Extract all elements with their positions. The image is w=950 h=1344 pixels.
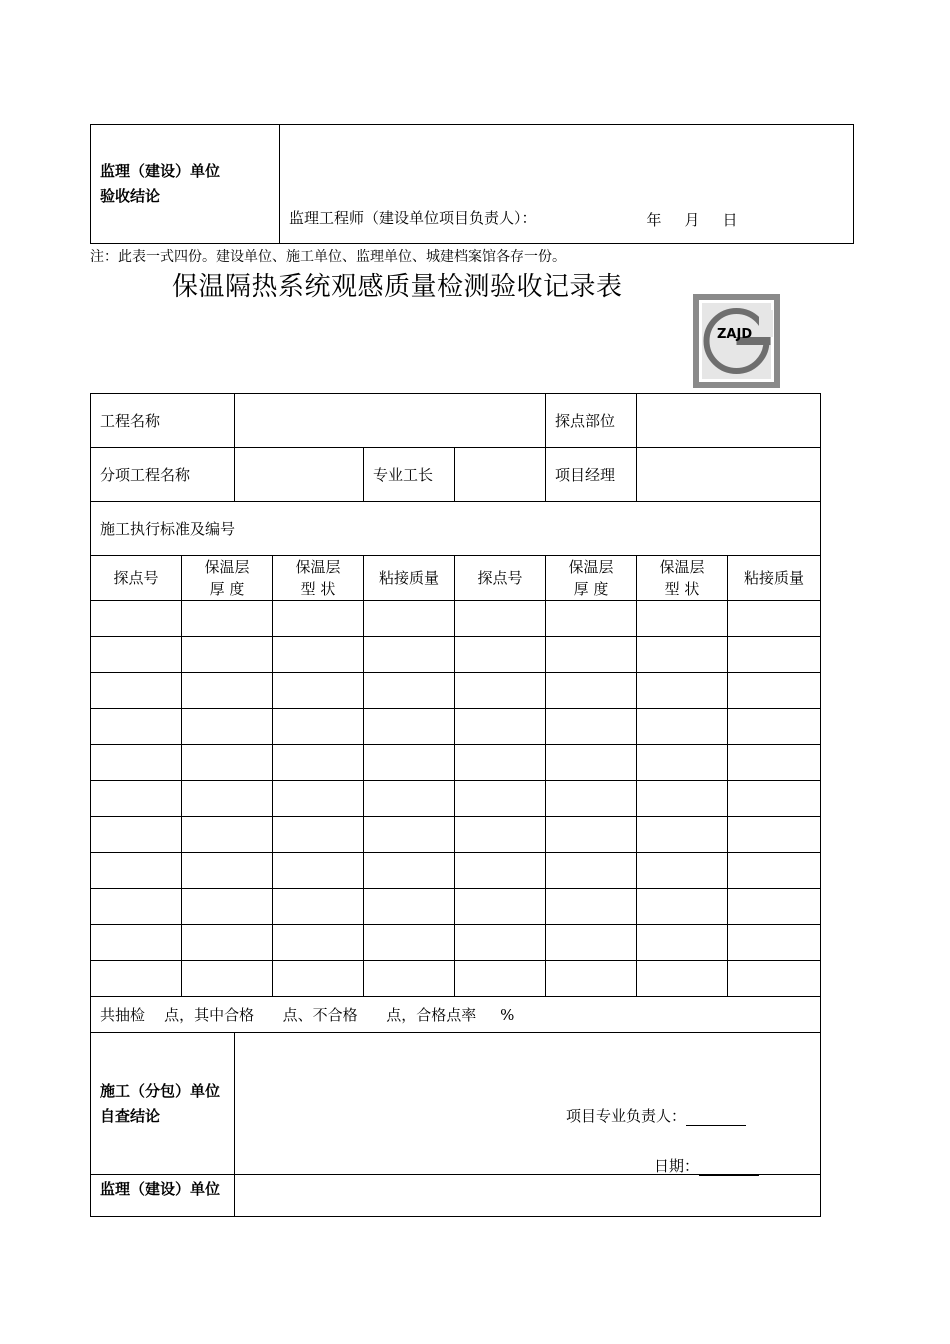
table-cell[interactable] bbox=[91, 889, 182, 925]
form-title: 保温隔热系统观感质量检测验收记录表 bbox=[172, 272, 623, 302]
table-cell[interactable] bbox=[637, 745, 728, 781]
col-header: 保温层 厚 度 bbox=[546, 556, 637, 601]
sub-project-label: 分项工程名称 bbox=[91, 448, 235, 502]
table-cell[interactable] bbox=[364, 853, 455, 889]
table-cell[interactable] bbox=[637, 961, 728, 997]
table-cell[interactable] bbox=[637, 601, 728, 637]
table-cell[interactable] bbox=[91, 925, 182, 961]
form-note: 注：此表一式四份。建设单位、施工单位、监理单位、城建档案馆各存一份。 bbox=[90, 249, 566, 265]
table-cell[interactable] bbox=[455, 673, 546, 709]
table-cell[interactable] bbox=[273, 673, 364, 709]
col-header: 保温层 型 状 bbox=[273, 556, 364, 601]
table-cell[interactable] bbox=[728, 637, 821, 673]
engineer-label: 监理工程师（建设单位项目负责人）： bbox=[289, 209, 537, 227]
date-signature-line[interactable] bbox=[699, 1161, 759, 1176]
table-cell[interactable] bbox=[637, 781, 728, 817]
contractor-conclusion-field[interactable] bbox=[235, 1033, 821, 1175]
project-name-label: 工程名称 bbox=[91, 394, 235, 448]
table-cell[interactable] bbox=[728, 817, 821, 853]
table-cell[interactable] bbox=[91, 745, 182, 781]
table-cell[interactable] bbox=[455, 889, 546, 925]
standard-label: 施工执行标准及编号 bbox=[91, 502, 821, 556]
table-cell[interactable] bbox=[637, 817, 728, 853]
table-cell[interactable] bbox=[273, 817, 364, 853]
table-cell[interactable] bbox=[273, 709, 364, 745]
project-name-field[interactable] bbox=[235, 394, 546, 448]
label-line-1: 监理（建设）单位 bbox=[100, 162, 221, 180]
inspection-form bbox=[90, 393, 821, 1217]
table-cell[interactable] bbox=[546, 745, 637, 781]
table-cell[interactable] bbox=[546, 637, 637, 673]
manager-label: 项目经理 bbox=[546, 448, 637, 502]
logo-text: ZAJD bbox=[717, 327, 753, 342]
table-cell[interactable] bbox=[91, 817, 182, 853]
day-label: 日 bbox=[722, 210, 738, 229]
table-row bbox=[91, 673, 821, 709]
table-cell[interactable] bbox=[182, 889, 273, 925]
col-header: 探点号 bbox=[455, 556, 546, 601]
table-row bbox=[91, 781, 821, 817]
table-cell[interactable] bbox=[91, 601, 182, 637]
table-cell[interactable] bbox=[364, 781, 455, 817]
responsible-label: 项目专业负责人： bbox=[566, 1107, 687, 1125]
table-cell[interactable] bbox=[728, 781, 821, 817]
table-cell[interactable] bbox=[182, 745, 273, 781]
table-cell[interactable] bbox=[182, 673, 273, 709]
table-cell[interactable] bbox=[182, 601, 273, 637]
table-row bbox=[91, 817, 821, 853]
table-cell[interactable] bbox=[182, 637, 273, 673]
table-cell[interactable] bbox=[364, 745, 455, 781]
table-cell[interactable] bbox=[91, 781, 182, 817]
table-cell[interactable] bbox=[364, 637, 455, 673]
sub-project-field[interactable] bbox=[235, 448, 364, 502]
table-cell[interactable] bbox=[182, 853, 273, 889]
col-header: 保温层 型 状 bbox=[637, 556, 728, 601]
table-cell[interactable] bbox=[728, 853, 821, 889]
col-header: 保温层 厚 度 bbox=[182, 556, 273, 601]
table-cell[interactable] bbox=[91, 853, 182, 889]
table-cell[interactable] bbox=[455, 817, 546, 853]
table-cell[interactable] bbox=[364, 817, 455, 853]
table-cell[interactable] bbox=[637, 673, 728, 709]
table-cell[interactable] bbox=[364, 673, 455, 709]
label-line-2: 验收结论 bbox=[100, 187, 161, 205]
table-cell[interactable] bbox=[546, 601, 637, 637]
supervisor-conclusion-label bbox=[91, 125, 280, 244]
table-cell[interactable] bbox=[273, 781, 364, 817]
table-row bbox=[91, 889, 821, 925]
date-label: 日期： bbox=[654, 1157, 700, 1175]
zajd-logo bbox=[693, 294, 780, 388]
table-cell[interactable] bbox=[546, 961, 637, 997]
table-cell[interactable] bbox=[273, 889, 364, 925]
table-cell[interactable] bbox=[546, 925, 637, 961]
table-cell[interactable] bbox=[455, 961, 546, 997]
table-cell[interactable] bbox=[273, 637, 364, 673]
table-cell[interactable] bbox=[637, 853, 728, 889]
table-cell[interactable] bbox=[728, 709, 821, 745]
table-cell[interactable] bbox=[455, 601, 546, 637]
table-cell[interactable] bbox=[728, 961, 821, 997]
table-cell[interactable] bbox=[637, 709, 728, 745]
table-cell[interactable] bbox=[91, 637, 182, 673]
table-cell[interactable] bbox=[728, 601, 821, 637]
table-cell[interactable] bbox=[546, 781, 637, 817]
table-row bbox=[91, 853, 821, 889]
table-row bbox=[91, 601, 821, 637]
supervisor-unit-label: 监理（建设）单位 bbox=[91, 1175, 235, 1217]
table-cell[interactable] bbox=[364, 925, 455, 961]
table-cell[interactable] bbox=[546, 709, 637, 745]
table-cell[interactable] bbox=[273, 853, 364, 889]
responsible-signature-line[interactable] bbox=[686, 1111, 746, 1126]
table-cell[interactable] bbox=[637, 637, 728, 673]
table-cell[interactable] bbox=[728, 925, 821, 961]
table-cell[interactable] bbox=[455, 925, 546, 961]
table-cell[interactable] bbox=[364, 709, 455, 745]
table-cell[interactable] bbox=[273, 745, 364, 781]
table-cell[interactable] bbox=[364, 889, 455, 925]
probe-location-label: 探点部位 bbox=[546, 394, 637, 448]
table-cell[interactable] bbox=[546, 853, 637, 889]
contractor-conclusion-label bbox=[91, 1033, 235, 1175]
top-conclusion-table bbox=[90, 124, 854, 244]
manager-field[interactable] bbox=[637, 448, 821, 502]
table-cell[interactable] bbox=[455, 637, 546, 673]
table-cell[interactable] bbox=[637, 925, 728, 961]
table-cell[interactable] bbox=[273, 601, 364, 637]
contractor-label-line-1: 施工（分包）单位 bbox=[100, 1081, 221, 1100]
foreman-label: 专业工长 bbox=[364, 448, 455, 502]
table-cell[interactable] bbox=[182, 961, 273, 997]
year-label: 年 bbox=[646, 210, 662, 229]
table-row bbox=[91, 709, 821, 745]
table-cell[interactable] bbox=[455, 853, 546, 889]
foreman-field[interactable] bbox=[455, 448, 546, 502]
table-cell[interactable] bbox=[455, 745, 546, 781]
table-cell[interactable] bbox=[728, 745, 821, 781]
table-cell[interactable] bbox=[182, 709, 273, 745]
table-cell[interactable] bbox=[91, 961, 182, 997]
table-row bbox=[91, 637, 821, 673]
supervisor-unit-field[interactable] bbox=[235, 1175, 821, 1217]
table-cell[interactable] bbox=[273, 925, 364, 961]
month-label: 月 bbox=[684, 210, 700, 229]
table-cell[interactable] bbox=[364, 601, 455, 637]
column-header-row bbox=[91, 556, 821, 601]
table-cell[interactable] bbox=[364, 961, 455, 997]
summary-line: 共抽检 点，其中合格 点、不合格 点，合格点率 % bbox=[91, 997, 821, 1033]
table-cell[interactable] bbox=[546, 673, 637, 709]
table-cell[interactable] bbox=[182, 925, 273, 961]
table-row bbox=[91, 961, 821, 997]
table-cell[interactable] bbox=[91, 709, 182, 745]
probe-location-field[interactable] bbox=[637, 394, 821, 448]
table-cell[interactable] bbox=[546, 889, 637, 925]
table-cell[interactable] bbox=[546, 817, 637, 853]
table-cell[interactable] bbox=[728, 673, 821, 709]
table-cell[interactable] bbox=[182, 817, 273, 853]
contractor-label-line-2: 自查结论 bbox=[100, 1106, 161, 1125]
table-cell[interactable] bbox=[182, 781, 273, 817]
table-row bbox=[91, 745, 821, 781]
table-cell[interactable] bbox=[637, 889, 728, 925]
table-cell[interactable] bbox=[728, 889, 821, 925]
table-cell[interactable] bbox=[455, 781, 546, 817]
col-header: 粘接质量 bbox=[364, 556, 455, 601]
table-cell[interactable] bbox=[455, 709, 546, 745]
supervisor-conclusion-field[interactable] bbox=[280, 125, 854, 244]
table-cell[interactable] bbox=[91, 673, 182, 709]
table-row bbox=[91, 925, 821, 961]
col-header: 探点号 bbox=[91, 556, 182, 601]
table-cell[interactable] bbox=[273, 961, 364, 997]
col-header: 粘接质量 bbox=[728, 556, 821, 601]
